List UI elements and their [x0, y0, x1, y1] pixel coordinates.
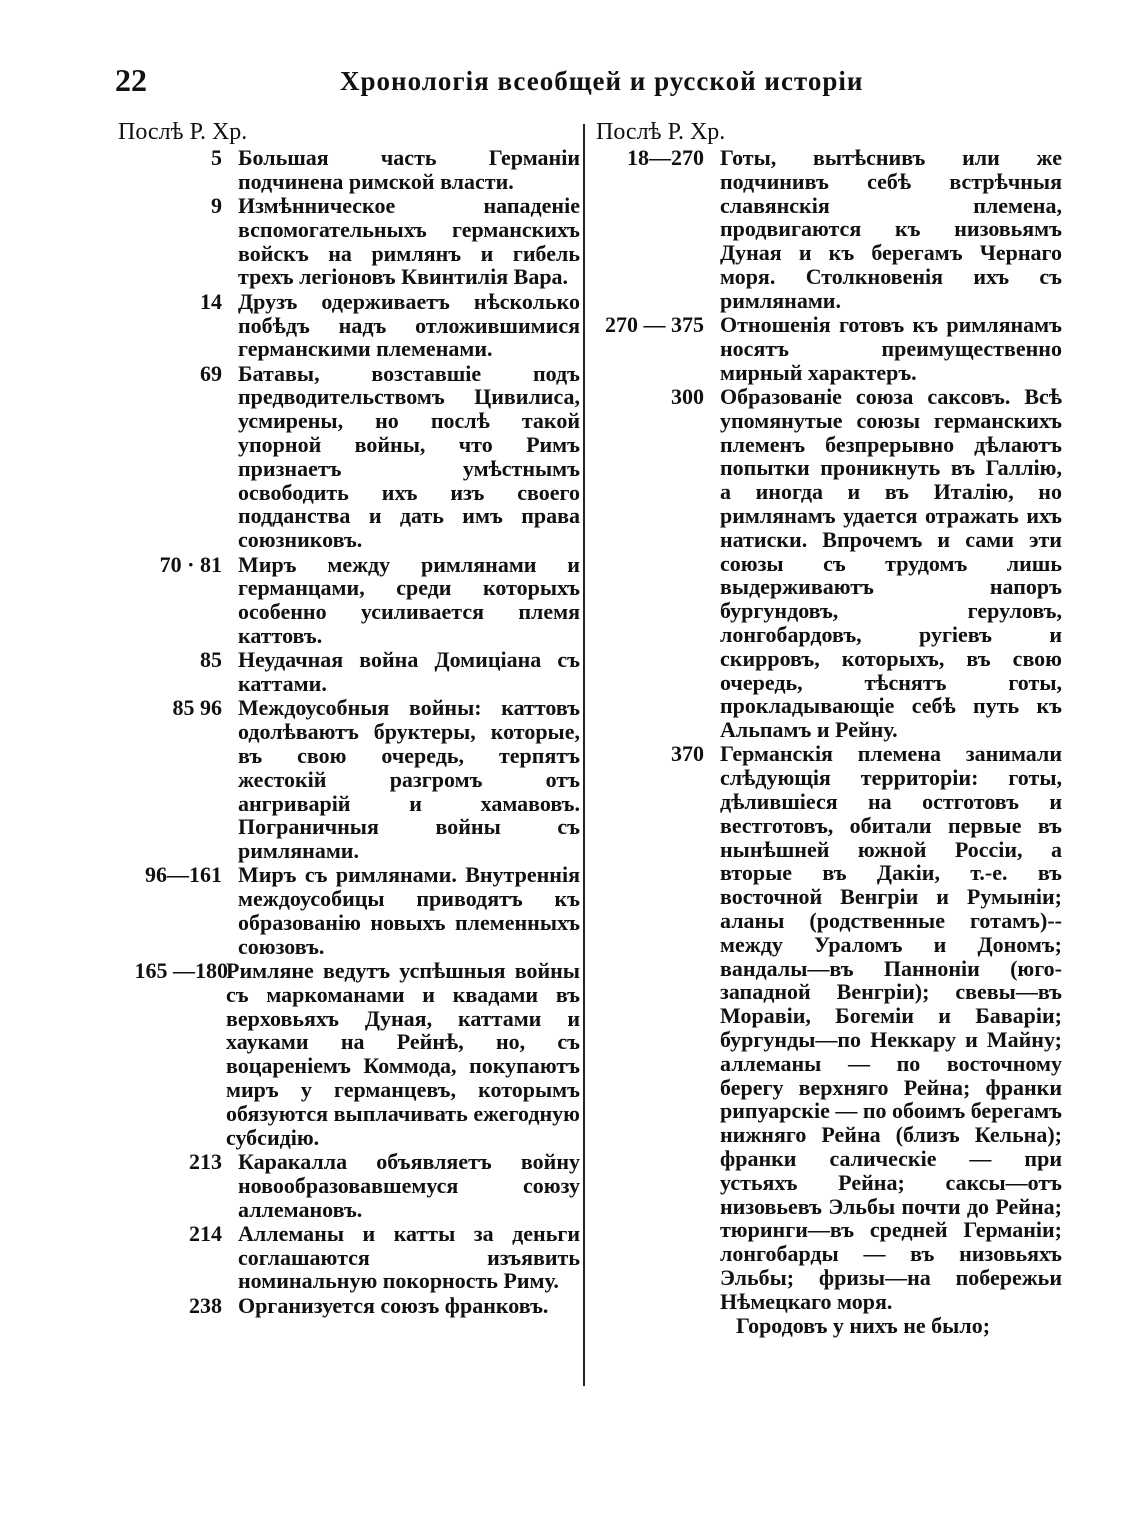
- entry-date: 238: [189, 1292, 222, 1318]
- right-column-heading: Послѣ Р. Хр.: [596, 119, 726, 145]
- entry-text: Каракалла объявляетъ войну новообразовавшемуся союзу аллемановъ.: [238, 1148, 580, 1222]
- entry-text: Неудачная война Домиціана съ каттами.: [238, 647, 580, 697]
- entry-text: Миръ съ римлянами. Внутреннія междоусобицы приводятъ къ образованію новыхъ племенныхъ союзовъ.: [238, 862, 580, 959]
- chronology-entry: [118, 1222, 580, 1293]
- entry-text: Организуется союзъ франковъ.: [238, 1292, 549, 1318]
- chronology-entry: [118, 194, 580, 289]
- chronology-entry: [118, 290, 580, 361]
- entry-date: 85: [200, 647, 222, 673]
- chronology-entry: [118, 863, 580, 958]
- entry-date: 270 — 375: [605, 312, 704, 338]
- chronology-entry: [596, 385, 1062, 742]
- right-column: [596, 118, 1062, 1338]
- entry-date: 85 96: [172, 695, 222, 721]
- entry-text: Миръ между римлянами и германцами, среди которыхъ особенно усиливается племя каттовъ.: [238, 551, 580, 648]
- entry-date: 165 —180: [134, 958, 228, 984]
- chronology-entry: [118, 1294, 580, 1318]
- continuation-line: Городовъ у нихъ не было;: [736, 1312, 991, 1338]
- entry-text: Готы, вытѣснивъ или же подчинивъ себѣ встрѣчныя славянскія племена, продвигаются къ низовьямъ Дуная и къ берегамъ Чернаго моря. Столкновенія ихъ съ римлянами.: [720, 145, 1062, 313]
- entry-date: 5: [211, 145, 222, 170]
- entry-date: 300: [671, 383, 704, 409]
- entry-date: 69: [200, 360, 222, 386]
- entry-text: Отношенія готовъ къ римлянамъ носятъ преимущественно мирный характеръ.: [720, 312, 1062, 385]
- entry-date: 96—161: [145, 862, 222, 888]
- entry-date: 18—270: [627, 145, 704, 170]
- entry-text: Батавы, возставшіе подъ предводительствомъ Цивилиса, усмирены, но послѣ такой упорной войны, что Римъ признаетъ умѣстнымъ освободить ихъ изъ своего подданства и дать имъ права союзниковъ.: [238, 360, 580, 553]
- chronology-entry: [596, 146, 1062, 313]
- running-head: Хронологія всеобщей и русской исторіи: [340, 66, 864, 96]
- chronology-entry: [596, 742, 1062, 1313]
- entry-text: Римляне ведутъ успѣшныя войны съ маркоманами и квадами въ верховьяхъ Дуная, каттами и хауками на Рейнѣ, но, съ воцареніемъ Коммода, покупаютъ миръ у германцевъ, которымъ обязуются выплачивать ежегодную субсидію.: [226, 958, 580, 1150]
- chronology-entry: [118, 648, 580, 696]
- left-column-heading: Послѣ Р. Хр.: [118, 119, 248, 145]
- chronology-entry: [118, 362, 580, 552]
- entry-text: Аллеманы и катты за деньги соглашаются изъявить номинальную покорность Риму.: [238, 1220, 580, 1294]
- column-divider: [583, 124, 585, 1386]
- entry-text: Германскія племена занимали слѣдующія территоріи: готы, дѣлившіеся на остготовъ и вестготовъ, обитали первые въ нынѣшней южной Россіи, а вторые въ Дакіи, т.-е. въ восточной Венгріи и Румыніи; аланы (родственные готамъ)--между Ураломъ и Дономъ; вандалы—въ Панноніи (юго-западной Венгріи); свевы—въ Моравіи, Богеміи и Баваріи; бургунды—по Неккару и Майну; аллеманы — по восточному берегу верхняго Рейна; франки рипуарскіе — по обоимъ берегамъ нижняго Рейна (близъ Кельна); франки салическіе — при устьяхъ Рейна; саксы—отъ низовьевъ Эльбы почти до Рейна; тюринги—въ средней Германіи; лонгобарды — въ низовьяхъ Эльбы; фризы—на побережьи Нѣмецкаго моря.: [720, 741, 1062, 1314]
- entry-date: 213: [189, 1148, 222, 1174]
- chronology-entry: [118, 1150, 580, 1221]
- entry-date: 14: [200, 288, 222, 314]
- entry-text: Большая часть Германіи подчинена римской власти.: [238, 145, 580, 194]
- chronology-entry: [118, 553, 580, 648]
- chronology-entry: [118, 146, 580, 194]
- entry-text: Междоусобныя войны: каттовъ одолѣваютъ бруктеры, которые, въ свою очередь, терпятъ жестокій разгромъ отъ ангриварій и хамавовъ. Пограничныя войны съ римлянами.: [238, 695, 580, 864]
- entry-date: 9: [211, 193, 222, 219]
- left-column: [118, 118, 580, 1318]
- chronology-entry: [118, 959, 580, 1149]
- page-number: 22: [115, 62, 147, 98]
- entry-date: 70 · 81: [159, 551, 222, 577]
- entry-date: 370: [671, 741, 704, 767]
- chronology-entry: [596, 313, 1062, 384]
- entry-text: Образованіе союза саксовъ. Всѣ упомянутые союзы германскихъ племенъ безпрерывно дѣлаютъ попытки проникнуть въ Галлію, а иногда и въ Италію, но римлянамъ удается отражать ихъ натиски. Впрочемъ и сами эти союзы съ трудомъ лишь выдерживаютъ напоръ бургундовъ, геруловъ, лонгобардовъ, ругіевъ и скирровъ, которыхъ, въ свою очередь, тѣснятъ готы, прокладывающіе себѣ путь къ Альпамъ и Рейну.: [720, 383, 1062, 743]
- entry-date: 214: [189, 1220, 222, 1246]
- entry-text: Друзъ одерживаетъ нѣсколько побѣдъ надъ отложившимися германскими племенами.: [238, 288, 580, 362]
- entry-text: Измѣнническое нападеніе вспомогательныхъ германскихъ войскъ на римлянъ и гибель трехъ легіоновъ Квинтилія Вара.: [238, 193, 580, 290]
- chronology-entry: [118, 696, 580, 863]
